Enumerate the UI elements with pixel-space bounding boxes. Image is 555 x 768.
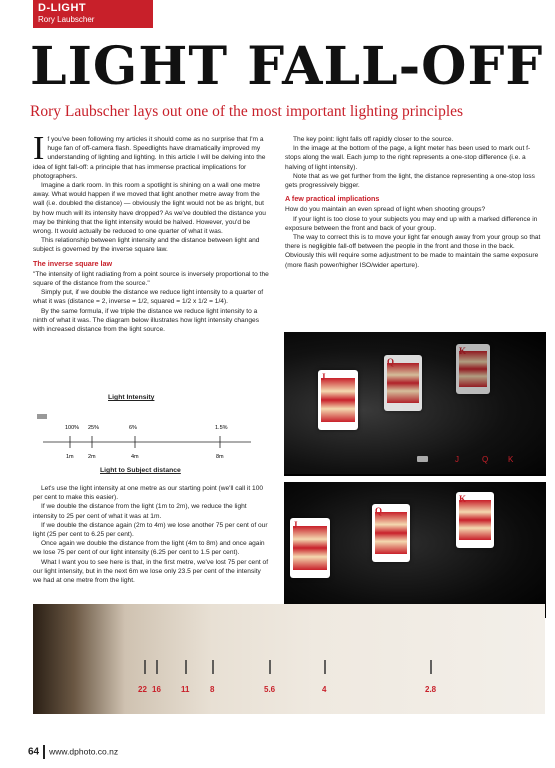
paragraph: This relationship between light intensity and the distance between light and subject is governed by the inverse square law.	[33, 237, 260, 254]
card-corner-label: K	[459, 494, 467, 504]
photo-cards-close	[284, 332, 546, 474]
flash-icon	[37, 414, 47, 419]
playing-card-king	[456, 492, 494, 548]
paragraph: By the same formula, if we triple the distance we reduce light intensity to a ninth of what it was. The diagram below illustrates how light intensity changes with increased distance from the light source.	[33, 307, 260, 334]
dist-label: 4m	[131, 454, 139, 460]
playing-card-king	[456, 344, 490, 394]
fstop-label: 5.6	[264, 685, 276, 694]
diagram-title-distance: Light to Subject distance	[100, 467, 181, 474]
paragraph: Imagine a dark room. In this room a spotlight is shining on a wall one metre away. What would happen if we moved that light another metre away from the wall (i.e. doubled the distance) — obviously the light would not be as bright, but by how much will its intensity have dropped? As we've doubled the distance you may be thinking that the light intensity would be halved. However, you'd be wrong. It would actually be reduced to one quarter of what it was.	[33, 182, 266, 236]
card-corner-label: K	[459, 346, 467, 356]
card-corner-label: J	[293, 520, 298, 530]
paragraph: The key point: light falls off rapidly closer to the source.	[293, 136, 454, 143]
drop-cap: I	[33, 130, 45, 167]
section-heading: A few practical implications	[285, 194, 380, 204]
subheadline: Rory Laubscher lays out one of the most important lighting principles	[30, 103, 464, 120]
fstop-label: 16	[152, 685, 161, 694]
left-column-lower	[33, 484, 271, 585]
playing-card-jack	[318, 370, 358, 430]
photo-cards-far	[284, 482, 546, 618]
paragraph: In the image at the bottom of the page, a light meter has been used to mark out f-stops along the wall. Each jump to the right represents a one-stop difference (i.e. a halving of light intensity).	[285, 145, 531, 171]
pct-label: 1.5%	[215, 425, 228, 431]
photo-label: Q	[482, 455, 489, 464]
paragraph: Note that as we get further from the light, the distance representing a one-stop loss gets progressively bigger.	[285, 172, 535, 190]
section-name: D-LIGHT	[38, 2, 87, 14]
paragraph: The way to correct this is to move your light far enough away from your group so that there is negligible fall-off between the people in the front and those in the back. Obviously this will require some adjustment to be made to maintain the same exposure (more flash power/higher ISO/wider aperture).	[285, 234, 541, 269]
playing-card-queen	[384, 355, 422, 411]
dist-label: 2m	[88, 454, 96, 460]
paragraph: How do you maintain an even spread of light when shooting groups?	[285, 206, 486, 214]
page-number: 64	[28, 746, 40, 758]
headline: LIGHT FALL-OFF	[30, 36, 544, 97]
footer-divider	[43, 745, 45, 759]
card-corner-label: J	[321, 372, 326, 382]
playing-card-jack	[290, 518, 330, 578]
diagram-title-intensity: Light Intensity	[108, 394, 155, 401]
card-corner-label: Q	[375, 506, 383, 516]
right-column	[285, 135, 543, 270]
pct-label: 25%	[88, 425, 100, 431]
fstop-label: 11	[181, 685, 190, 694]
quote: "The intensity of light radiating from a point source is inversely proportional to the square of the distance from the source."	[33, 270, 269, 288]
site-url[interactable]: www.dphoto.co.nz	[49, 746, 119, 757]
page-footer	[28, 745, 118, 759]
section-heading: The inverse square law	[33, 258, 113, 268]
intensity-diagram	[33, 408, 273, 466]
fstop-label: 22	[138, 685, 147, 694]
playing-card-queen	[372, 504, 410, 562]
dist-label: 8m	[216, 454, 224, 460]
paragraph: Let's use the light intensity at one metre as our starting point (we'll call it 100 per cent to make this easier).	[33, 485, 264, 502]
pct-label: 100%	[65, 425, 80, 431]
paragraph: If we double the distance again (2m to 4m) we lose another 75 per cent of our light (25 per cent to 6.25 per cent).	[33, 521, 268, 539]
fstop-label: 2.8	[425, 685, 437, 694]
photo-label: J	[455, 455, 459, 464]
card-corner-label: Q	[387, 357, 395, 367]
paragraph: If we double the distance from the light (1m to 2m), we reduce the light intensity to 25 per cent of what it was at 1m.	[33, 503, 247, 520]
divider	[284, 474, 546, 476]
author-byline: Rory Laubscher	[38, 15, 95, 24]
pct-label: 6%	[129, 425, 137, 431]
paragraph: If your light is too close to your subjects you may end up with a marked difference in exposure between the front and back of your group.	[285, 215, 538, 232]
fstop-markers	[33, 604, 545, 714]
paragraph: Simply put, if we double the distance we reduce light intensity to a quarter of what it was (distance = 2, inverse = 1/2, squared = 1/2 x 1/2 = 1/4).	[33, 289, 264, 306]
photo-label: K	[508, 455, 514, 464]
dist-label: 1m	[66, 454, 74, 460]
fstop-label: 8	[210, 685, 215, 694]
paragraph: f you've been following my articles it should come as no surprise that I'm a huge fan of off-camera flash. Speedlights have dramatically improved my understanding of lighting and lighting. In this article I will be delving into the idea of light fall-off: a principle that has immense practical implications for photographers.	[33, 136, 266, 180]
paragraph: What I want you to see here is that, in the first metre, we've lost 75 per cent of our light intensity, but in the next 6m we lose only 23.5 per cent of the intensity we had at one metre from the light.	[33, 558, 269, 585]
section-tag	[33, 0, 153, 28]
flash-icon	[417, 456, 428, 462]
paragraph: Once again we double the distance from the light (4m to 8m) and once again we lose 75 per cent of our light intensity (6.25 per cent to 1.5 per cent).	[33, 540, 265, 557]
fstop-label: 4	[322, 685, 327, 694]
left-column	[33, 130, 271, 334]
